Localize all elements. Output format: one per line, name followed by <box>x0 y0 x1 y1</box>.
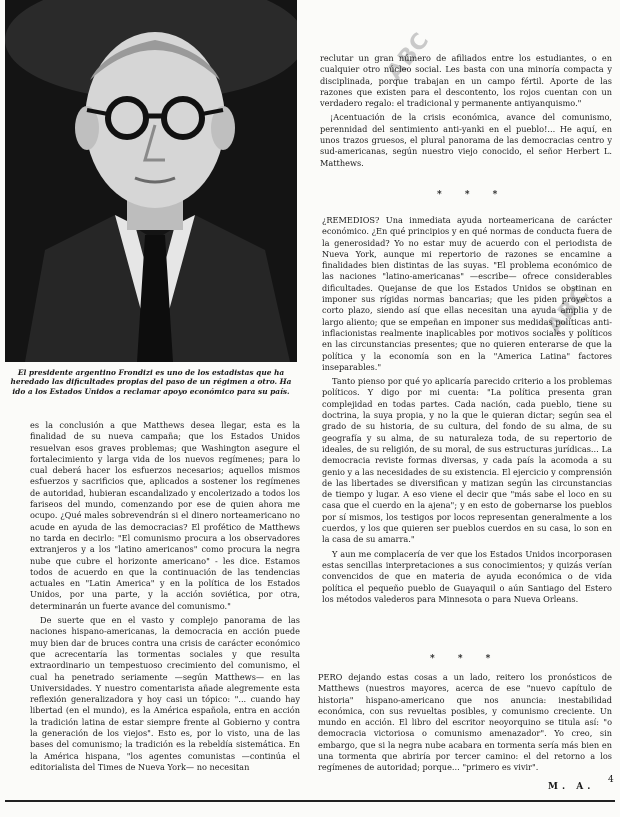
author-signature: M. A. <box>548 782 595 792</box>
right-low-paragraph-1: PERO dejando estas cosas a un lado, reitero los pronósticos de Matthews (nuestros mayores, acerca de ese "nuevo capítulo de historia" hispano-americano que nos anuncia: inestabilidad económica, con sus revueltas posibles, y comunismo creciente. Un mundo en acción. El libro del escritor neoyorquino se titula así: "o democracia victoriosa o comunismo amenazador". Yo creo, sin embargo, que si la negra nube acabara en tormenta sería más bien en una tormenta que abriría por tercer camino: el del retorno a los regímenes de autoridad; porque... "primero es vivir". <box>318 672 612 773</box>
right-top-paragraph-2: ¡Acentuación de la crisis económica, avance del comunismo, perennidad del sentimiento anti-yanki en el pueblo!... He aquí, en unos trazos gruesos, el plural panorama de las democracias centro y sud-americanas, según nuestro viejo conocido, el señor Herbert L. Matthews. <box>320 112 612 168</box>
watermark-right-top: ABC <box>382 27 435 86</box>
photo-caption: El presidente argentino Frondizi es uno de los estadistas que ha heredado las dificultades propias del paso de un régimen a otro. Ha ido a los Estados Unidos a reclamar apoyo económico para su país. <box>10 368 292 396</box>
portrait-illustration <box>5 0 297 362</box>
section-separator-1: * * * <box>437 190 508 200</box>
left-paragraph-1: es la conclusión a que Matthews desea llegar, esta es la finalidad de su nueva campaña; que los Estados Unidos resuelvan esos graves problemas; que Washington asegure el fortalecimiento y larga vida de los nuevos regímenes; para lo cual deberá hacer los esfuerzos necesarios; aquellos mismos esfuerzos y sacrificios que, aplicados a sostener los regímenes de autoridad, hubieran escandalizado y encolerizado a todos los fariseos del mundo, comenzando por ese de quien ahora me ocupo. ¿Qué males sobrevendrán si el dinero norteamericano no acude en ayuda de las democracias? El profético de Matthews no tarda en decirlo: "El comunismo procura a los observadores extranjeros y a los "latino americanos" como procura la negra nube que cubre el horizonte americano" - les dice. Estamos todos de acuerdo en que la continuación de las tendencias actuales en "Latin America" y en la política de los Estados Unidos, por una parte, y la acción soviética, por otra, determinarán un fuerte avance del comunismo." <box>30 420 300 611</box>
right-low-column <box>318 672 612 777</box>
watermark-right-bottom: ABC <box>542 281 595 340</box>
page-number: 4 <box>608 775 614 785</box>
right-mid-paragraph-2: Tanto pienso por qué yo aplicaría parecido criterio a los problemas políticos. Y digo por mi cuenta: "La política presenta gran complejidad en todas partes. Cada nación, cada pueblo, tiene su doctrina, la suya propia, y no la que le quieran dictar; según sea el grado de su historia, de su cultura, del fondo de su alma, de su geografía y su alma, de su naturaleza toda, de su repertorio de ideales, de su religión, de su moral, de sus estructuras jurídicas... La democracia reviste formas diversas, y cada país la acomoda a su genio y a las necesidades de su existencia. El ejercicio y comprensión de las libertades se diversifican y matizan según las circunstancias de tiempo y lugar. A eso viene el decir que "más sabe el loco en su casa que el cuerdo en la ajena"; y en esto de gobernarse los pueblos por sí mismos, los testigos por locos representan generalmente a los cuerdos, y los que quieren ser pueblos cuerdos en su casa, lo son en la casa de su amarra." <box>322 376 612 545</box>
right-mid-column <box>322 215 612 608</box>
right-top-paragraph-1: reclutar un gran número de afiliados entre los estudiantes, o en cualquier otro núcleo social. Les basta con una minoría compacta y disciplinada, porque trabajan en un campo fértil. Aporte de las razones que existen para el descontento, los rojos cuentan con un verdadero regalo: el tradicional y permanente antiyanquismo." <box>320 53 612 109</box>
bottom-rule <box>5 800 615 802</box>
right-mid-paragraph-1: ¿REMEDIOS? Una inmediata ayuda norteamericana de carácter económico. ¿En qué principios y en qué normas de conducta fuera de la generosidad? Yo no estar muy de acuerdo con el periodista de Nueva York, aunque mi repertorio de razones se encamine a finalidades bien distintas de las suyas. "El problema económico de las naciones "latino-americanas" —escribe— ofrece considerables dificultades. Quejanse de que los Estados Unidos se obstinan en imponer sus rígidas normas bancarias; que les piden proyectos a corto plazo, siendo así que ellas necesitan una ayuda amplia y de largo aliento; que se empeñan en imponer sus medidas políticas anti-inflacionistas realmente inaplicables por motivos sociales y políticos en las circunstancias presentes; que no quieren enterarse de que la política y la economía son en la "America Latina" factores inseparables." <box>322 215 612 372</box>
right-mid-paragraph-3: Y aun me complacería de ver que los Estados Unidos incorporasen estas sencillas interpretaciones a sus conocimientos; y quizás verían convencidos de que en materia de ayuda económica o de vida política el pequeño pueblo de Guayaquil o aún Santiago del Estero los métodos valederos para Minnesota o para Nueva Orleans. <box>322 548 612 604</box>
section-separator-2: * * * <box>430 654 501 664</box>
left-paragraph-2: De suerte que en el vasto y complejo panorama de las naciones hispano-americanas, la democracia en acción puede muy bien dar de bruces contra una crisis de carácter económico que acrecentaría las tormentas sociales y que resulta extraordinario un tempestuoso crecimiento del comunismo, el cual ha penetrado seriamente —según Matthews— en las Universidades. Y nuestro comentarista añade alegremente esta reflexión generalizadora y hoy casi un tópico: "... cuando hay libertad (en el mundo), es la América española, entra en acción la tradición latina de estar siempre frente al Gobierno y contra la generación de los viejos". Esto es, por lo visto, una de las bases del comunismo; la tradición es la rebeldía sistemática. En la América hispana, "los agentes comunistas —continúa el editorialista del Times de Nueva York— no necesitan <box>30 615 300 772</box>
right-top-column <box>320 53 612 172</box>
portrait-photo <box>5 0 297 362</box>
left-column <box>30 420 300 776</box>
